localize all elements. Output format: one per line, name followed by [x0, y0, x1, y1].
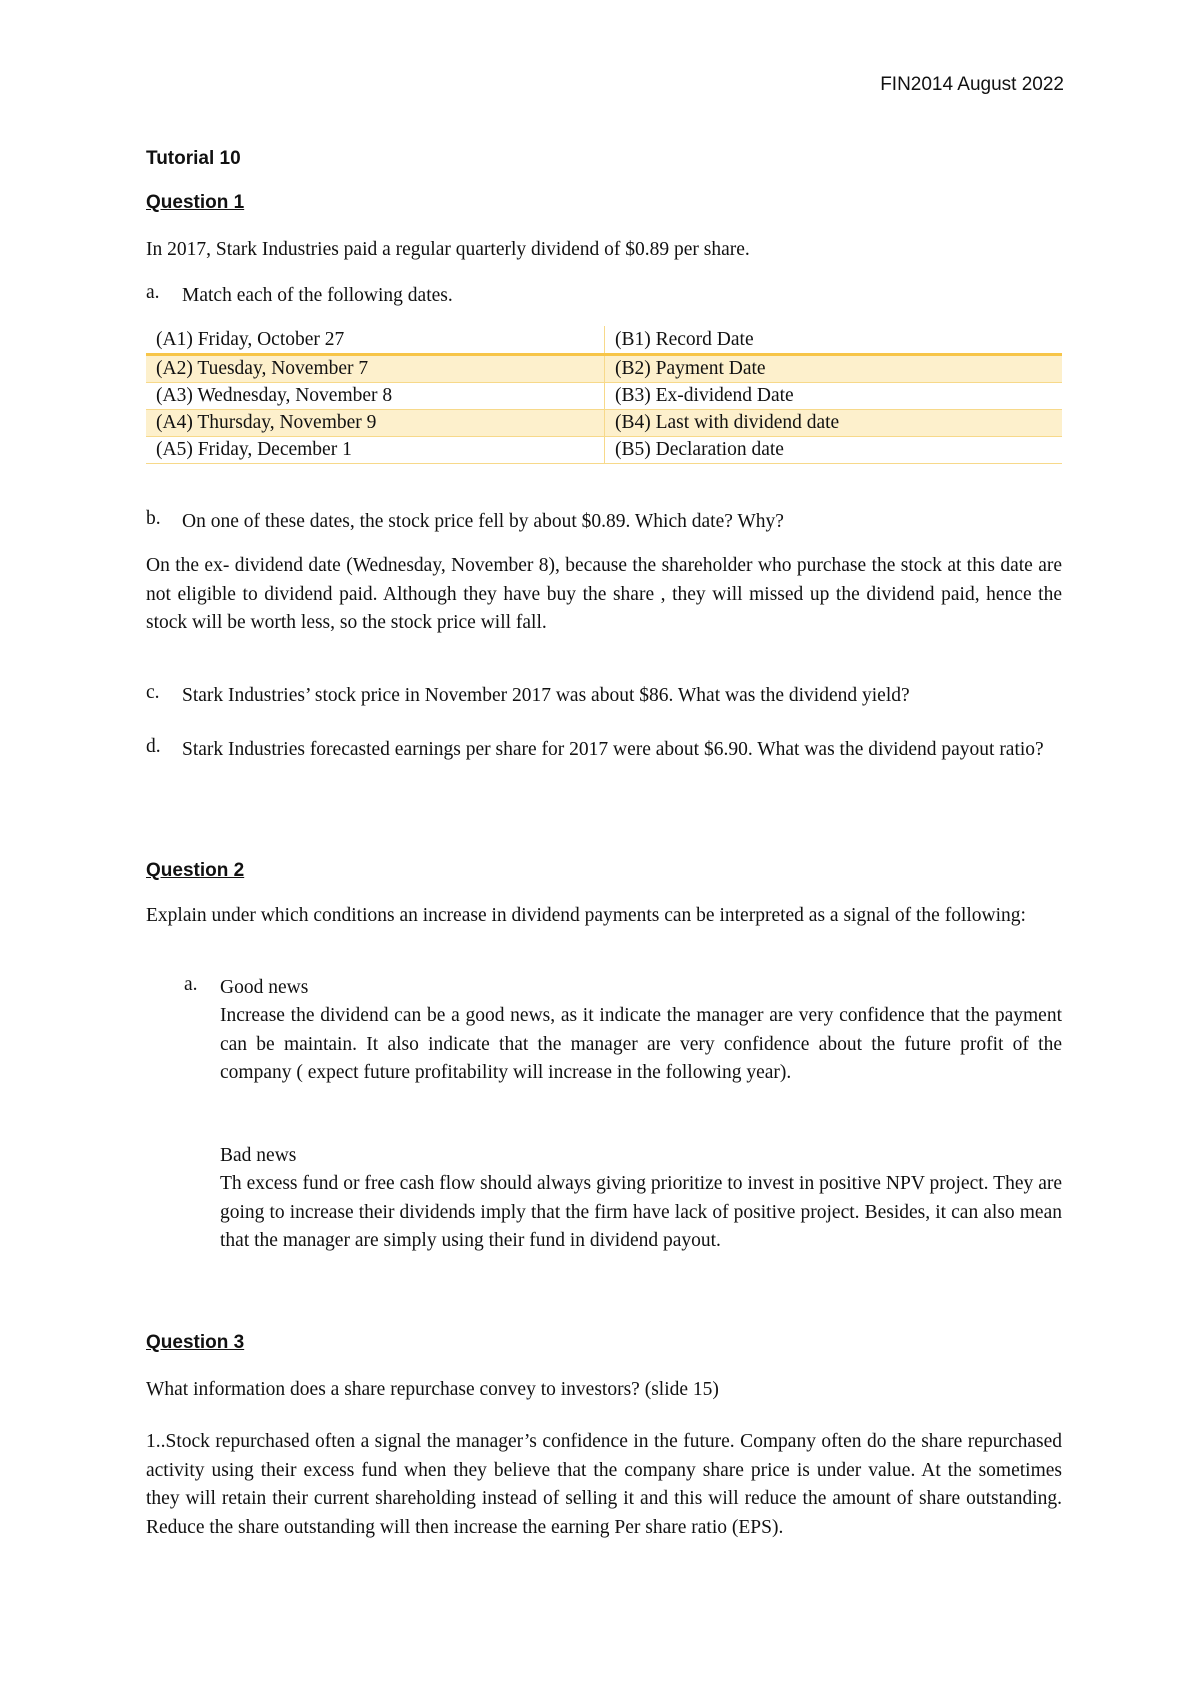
- question-2a: [184, 974, 1064, 1004]
- question-1b-label: b.: [146, 508, 161, 529]
- good-news-answer: Increase the dividend can be a good news, as it indicate the manager are very confidence that the payment can be maintain. It also indicate that the manager are very confidence about the future profit of the company ( expect future profitability will increase in the following year).: [220, 1005, 1062, 1083]
- question-2-heading: Question 2: [146, 860, 245, 881]
- table-row: [146, 326, 1062, 355]
- table-row: [146, 383, 1062, 410]
- question-2-intro: Explain under which conditions an increase in dividend payments can be interpreted as a signal of the following:: [146, 905, 1026, 926]
- question-1a-label: a.: [146, 282, 160, 303]
- question-1c-label: c.: [146, 682, 160, 703]
- question-3-heading: Question 3: [146, 1332, 245, 1353]
- table-cell: (A1) Friday, October 27: [146, 326, 605, 355]
- table-cell: (B1) Record Date: [605, 326, 1063, 355]
- document-title: Tutorial 10: [146, 148, 241, 169]
- question-1d: [146, 736, 1062, 796]
- bad-news-title: Bad news: [220, 1145, 297, 1166]
- bad-news-answer: Th excess fund or free cash flow should always giving prioritize to invest in positive NPV project. They are going to increase their dividends imply that the firm have lack of positive project. Besides, it can also mean that the manager are simply using their fund in dividend payout.: [220, 1173, 1062, 1251]
- dates-matching-table: [146, 326, 1062, 464]
- table-cell: (B4) Last with dividend date: [605, 410, 1063, 437]
- table-row: [146, 355, 1062, 383]
- table-row: [146, 437, 1062, 464]
- table-cell: (A3) Wednesday, November 8: [146, 383, 605, 410]
- question-1c: [146, 682, 1062, 712]
- table-cell: (A5) Friday, December 1: [146, 437, 605, 464]
- table-row: [146, 410, 1062, 437]
- question-1a: [146, 282, 1062, 312]
- question-1c-text: Stark Industries’ stock price in November 2017 was about $86. What was the dividend yield?: [182, 685, 910, 706]
- question-2a-label: a.: [184, 974, 198, 995]
- question-1-intro: In 2017, Stark Industries paid a regular quarterly dividend of $0.89 per share.: [146, 239, 750, 260]
- table-cell: (B2) Payment Date: [605, 355, 1063, 383]
- question-1b: [146, 508, 1062, 538]
- table-cell: (A2) Tuesday, November 7: [146, 355, 605, 383]
- question-2a-title: Good news: [220, 977, 309, 998]
- page-header: FIN2014 August 2022: [880, 74, 1064, 95]
- question-1d-text: Stark Industries forecasted earnings per share for 2017 were about $6.90. What was the dividend payout ratio?: [182, 739, 1044, 760]
- question-3-answer: 1..Stock repurchased often a signal the manager’s confidence in the future. Company often do the share repurchased activity using their excess fund when they believe that the company share price is under value. At the sometimes they will retain their current shareholding instead of selling it and this will reduce the amount of share outstanding. Reduce the share outstanding will then increase the earning Per share ratio (EPS).: [146, 1431, 1062, 1538]
- question-1b-answer: On the ex- dividend date (Wednesday, November 8), because the shareholder who purchase the stock at this date are not eligible to dividend paid. Although they have buy the share , they will missed up the dividend paid, hence the stock will be worth less, so the stock price will fall.: [146, 555, 1062, 633]
- question-1b-text: On one of these dates, the stock price fell by about $0.89. Which date? Why?: [182, 511, 784, 532]
- question-1d-label: d.: [146, 736, 161, 757]
- question-3-text: What information does a share repurchase convey to investors? (slide 15): [146, 1379, 719, 1400]
- table-cell: (A4) Thursday, November 9: [146, 410, 605, 437]
- question-1a-text: Match each of the following dates.: [182, 285, 453, 306]
- question-1-heading: Question 1: [146, 192, 245, 213]
- table-cell: (B3) Ex-dividend Date: [605, 383, 1063, 410]
- table-cell: (B5) Declaration date: [605, 437, 1063, 464]
